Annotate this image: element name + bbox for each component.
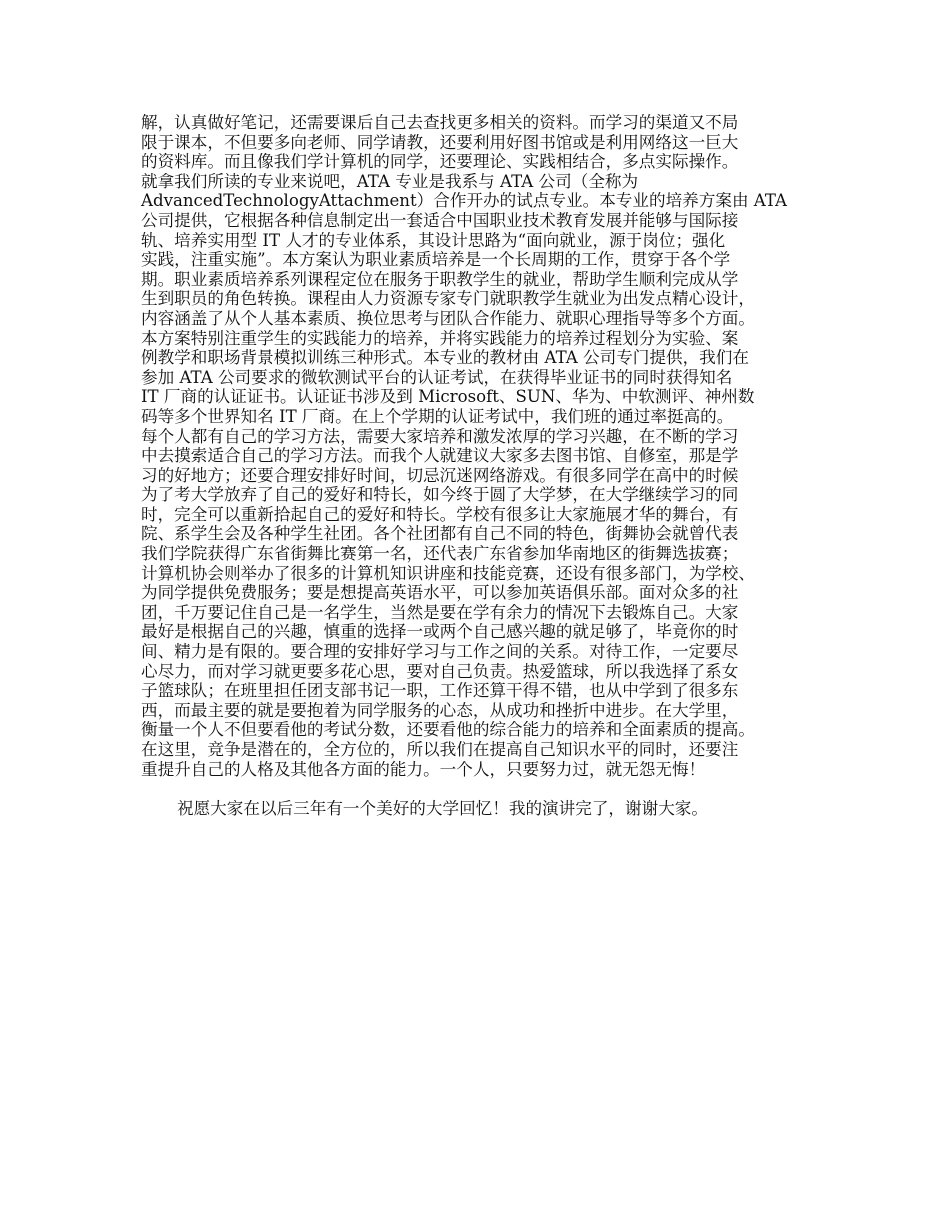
text-line: 本方案特别注重学生的实践能力的培养，并将实践能力的培养过程划分为实验、案: [141, 328, 739, 348]
paragraph-gap: [141, 779, 821, 799]
text-line: 在这里，竞争是潜在的，全方位的，所以我们在提高自己知识水平的同时，还要注: [141, 740, 739, 759]
text-line: 解，认真做好笔记，还需要课后自己去查找更多相关的资料。而学习的渠道又不局: [141, 113, 739, 132]
text-line: 内容涵盖了从个人基本素质、换位思考与团队合作能力、就职心理指导等多个方面。: [141, 308, 755, 328]
text-line: 子篮球队；在班里担任团支部书记一职，工作还算干得不错，也从中学到了很多东: [141, 681, 739, 701]
text-line: 就拿我们所读的专业来说吧，ATA 专业是我系与 ATA 公司（全称为: [141, 171, 639, 191]
text-line: 时，完全可以重新拾起自己的爱好和特长。学校有很多让大家施展才华的舞台，有: [141, 504, 739, 524]
speech-text: [141, 113, 821, 818]
text-line: 间、精力是有限的。要合理的安排好学习与工作之间的关系。对待工作，一定要尽: [141, 642, 739, 662]
text-line: 心尽力，而对学习就更要多花心思，要对自己负责。热爱篮球，所以我选择了系女: [141, 661, 739, 681]
text-line: 限于课本，不但要多向老师、同学请教，还要利用好图书馆或是利用网络这一巨大: [141, 132, 739, 152]
text-line: 为同学提供免费服务；要是想提高英语水平，可以参加英语俱乐部。面对众多的社: [141, 583, 739, 603]
closing-line: 祝愿大家在以后三年有一个美好的大学回忆！我的演讲完了，谢谢大家。: [177, 798, 708, 818]
text-line: 期。职业素质培养系列课程定位在服务于职教学生的就业，帮助学生顺利完成从学: [141, 269, 739, 289]
text-line: 为了考大学放弃了自己的爱好和特长，如今终于圆了大学梦，在大学继续学习的同: [141, 485, 739, 505]
text-line: 我们学院获得广东省街舞比赛第一名，还代表广东省参加华南地区的街舞选拔赛；: [141, 544, 739, 564]
text-line: 衡量一个人不但要看他的考试分数，还要看他的综合能力的培养和全面素质的提高。: [141, 720, 755, 740]
text-line: 习的好地方；还要合理安排好时间，切忌沉迷网络游戏。有很多同学在高中的时候: [141, 465, 739, 485]
text-line: 计算机协会则举办了很多的计算机知识讲座和技能竞赛，还设有很多部门，为学校、: [141, 563, 755, 583]
text-line: 公司提供，它根据各种信息制定出一套适合中国职业技术教育发展并能够与国际接: [141, 210, 739, 230]
text-line: 团，千万要记住自己是一名学生，当然是要在学有余力的情况下去锻炼自己。大家: [141, 602, 739, 622]
text-line: 轨、培养实用型 IT 人才的专业体系，其设计思路为“面向就业，源于岗位；强化: [141, 230, 726, 250]
text-line: 重提升自己的人格及其他各方面的能力。一个人，只要努力过，就无怨无悔！: [141, 759, 706, 779]
text-line: 码等多个世界知名 IT 厂商。在上个学期的认证考试中，我们班的通过率挺高的。: [141, 406, 734, 426]
text-line: 实践，注重实施”。本方案认为职业素质培养是一个长周期的工作，贯穿于各个学: [141, 250, 731, 270]
text-line: 参加 ATA 公司要求的微软测试平台的认证考试，在获得毕业证书的同时获得知名: [141, 367, 733, 387]
text-line: 生到职员的角色转换。课程由人力资源专家专门就职教学生就业为出发点精心设计，: [141, 289, 755, 309]
text-line: AdvancedTechnologyAttachment）合作开办的试点专业。本专业的培养方案由 ATA: [141, 191, 788, 211]
text-line: 中去摸索适合自己的学习方法。而我个人就建议大家多去图书馆、自修室，那是学: [141, 446, 739, 466]
text-line: 院、系学生会及各种学生社团。各个社团都有自己不同的特色，街舞协会就曾代表: [141, 524, 739, 544]
text-line: 例教学和职场背景模拟训练三种形式。本专业的教材由 ATA 公司专门提供，我们在: [141, 348, 749, 368]
text-line: 的资料库。而且像我们学计算机的同学，还要理论、实践相结合，多点实际操作。: [141, 152, 739, 172]
text-line: 西，而最主要的就是要抱着为同学服务的心态，从成功和挫折中进步。在大学里，: [141, 700, 739, 720]
text-line: 每个人都有自己的学习方法，需要大家培养和激发浓厚的学习兴趣，在不断的学习: [141, 426, 739, 446]
text-line: IT 厂商的认证证书。认证证书涉及到 Microsoft、SUN、华为、中软测评、神州数: [141, 387, 755, 407]
text-line: 最好是根据自己的兴趣，慎重的选择一或两个自己感兴趣的就足够了，毕竟你的时: [141, 622, 739, 642]
